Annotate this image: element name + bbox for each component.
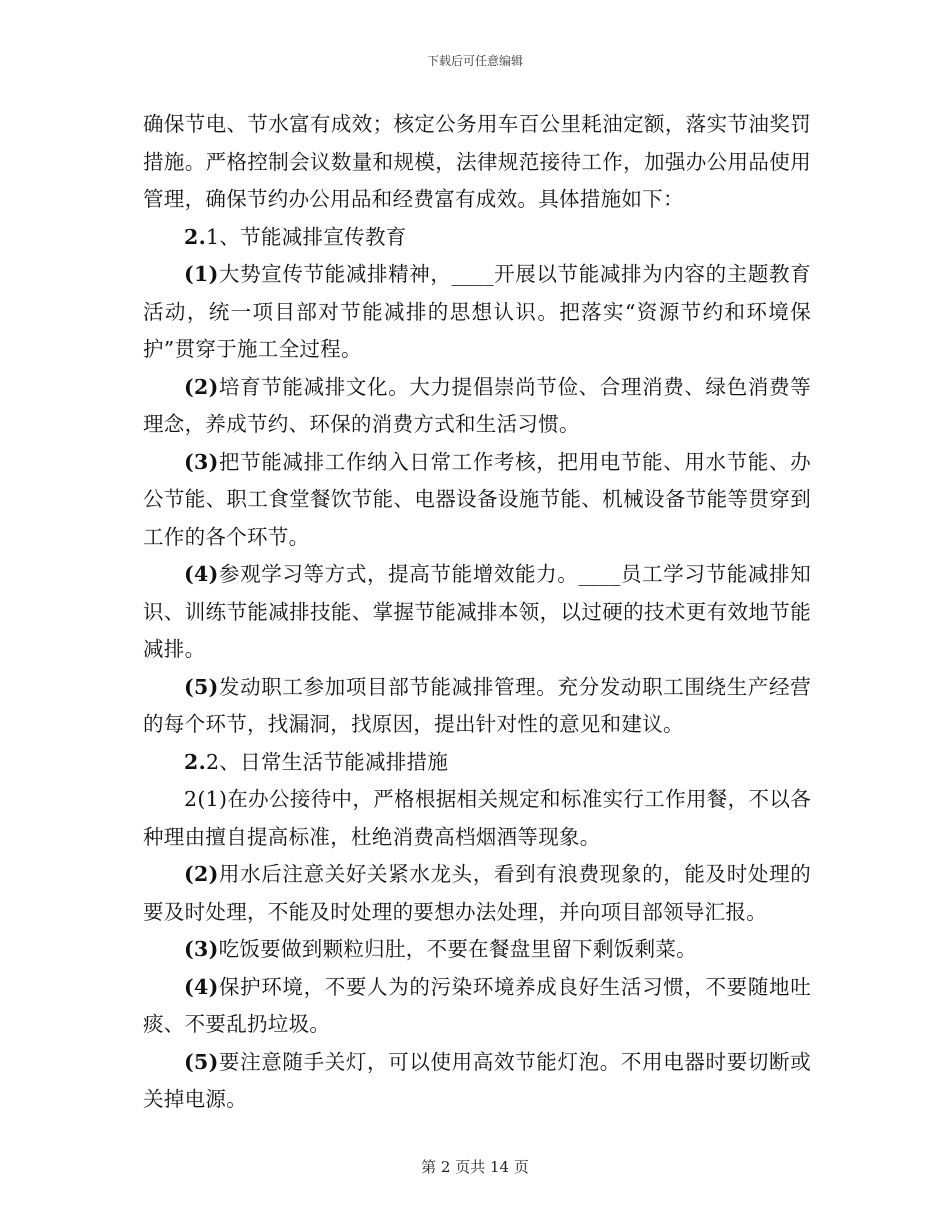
list-item (143, 669, 811, 744)
item-number: (2) (184, 374, 219, 399)
list-item (143, 931, 811, 969)
section-heading-2-2 (143, 744, 811, 782)
item-number: (2) (184, 862, 219, 886)
item-text: 培育节能减排文化。大力提倡崇尚节俭、合理消费、绿色消费等理念，养成节约、环保的消费方式和生活习惯。 (143, 374, 811, 436)
item-number: (1) (184, 262, 219, 286)
list-item (143, 969, 811, 1044)
page-footer: 第 2 页共 14 页 (421, 1158, 529, 1176)
item-text: 要注意随手关灯，可以使用高效节能灯泡。不用电器时要切断或关掉电源。 (143, 1049, 811, 1111)
item-text: 吃饭要做到颗粒归肚，不要在餐盘里留下剩饭剩菜。 (218, 937, 697, 961)
paragraph-intro (143, 106, 811, 219)
item-text: 用水后注意关好关紧水龙头，看到有浪费现象的，能及时处理的要及时处理，不能及时处理的要想办法处理，并向项目部领导汇报。 (143, 862, 811, 924)
list-item (143, 556, 811, 669)
list-item (143, 369, 811, 444)
item-text: 大势宣传节能减排精神，____开展以节能减排为内容的主题教育活动，统一项目部对节能减排的思想认识。把落实“资源节约和环境保护”贯穿于施工全过程。 (143, 262, 811, 361)
list-item (143, 256, 811, 369)
list-item (143, 781, 811, 856)
item-number: (5) (184, 674, 219, 699)
item-number: (4) (184, 562, 219, 586)
item-text: 把节能减排工作纳入日常工作考核，把用电节能、用水节能、办公节能、职工食堂餐饮节能、电器设备设施节能、机械设备节能等贯穿到工作的各个环节。 (143, 449, 811, 549)
item-number: (5) (184, 1049, 219, 1074)
item-text: 保护环境，不要人为的污染环境养成良好生活习惯，不要随地吐痰、不要乱扔垃圾。 (143, 974, 811, 1036)
page-header: 下载后可任意编辑 (426, 54, 523, 68)
item-number: (4) (184, 974, 219, 999)
document-body (143, 106, 811, 1119)
section-heading-2-1 (143, 219, 811, 257)
section-title: 2、日常生活节能减排措施 (206, 749, 449, 774)
list-item (143, 444, 811, 557)
item-text: 参观学习等方式，提高节能增效能力。____员工学习节能减排知识、训练节能减排技能、掌握节能减排本领，以过硬的技术更有效地节能减排。 (143, 562, 811, 661)
item-number: (3) (184, 449, 219, 474)
section-number: 2. (184, 224, 207, 249)
item-text: 发动职工参加项目部节能减排管理。充分发动职工围绕生产经营的每个环节，找漏洞，找原因，提出针对性的意见和建议。 (143, 674, 811, 736)
item-number: (3) (184, 937, 219, 961)
item-text: 2(1)在办公接待中，严格根据相关规定和标准实行工作用餐，不以各种理由擅自提高标准，杜绝消费高档烟酒等现象。 (143, 787, 811, 849)
paragraph-text: 确保节电、节水富有成效；核定公务用车百公里耗油定额，落实节油奖罚措施。严格控制会议数量和规模，法律规范接待工作，加强办公用品使用管理，确保节约办公用品和经费富有成效。具体措施如下： (143, 112, 811, 211)
section-title: 1、节能减排宣传教育 (206, 224, 407, 249)
list-item (143, 856, 811, 931)
list-item (143, 1044, 811, 1119)
section-number: 2. (184, 749, 207, 774)
